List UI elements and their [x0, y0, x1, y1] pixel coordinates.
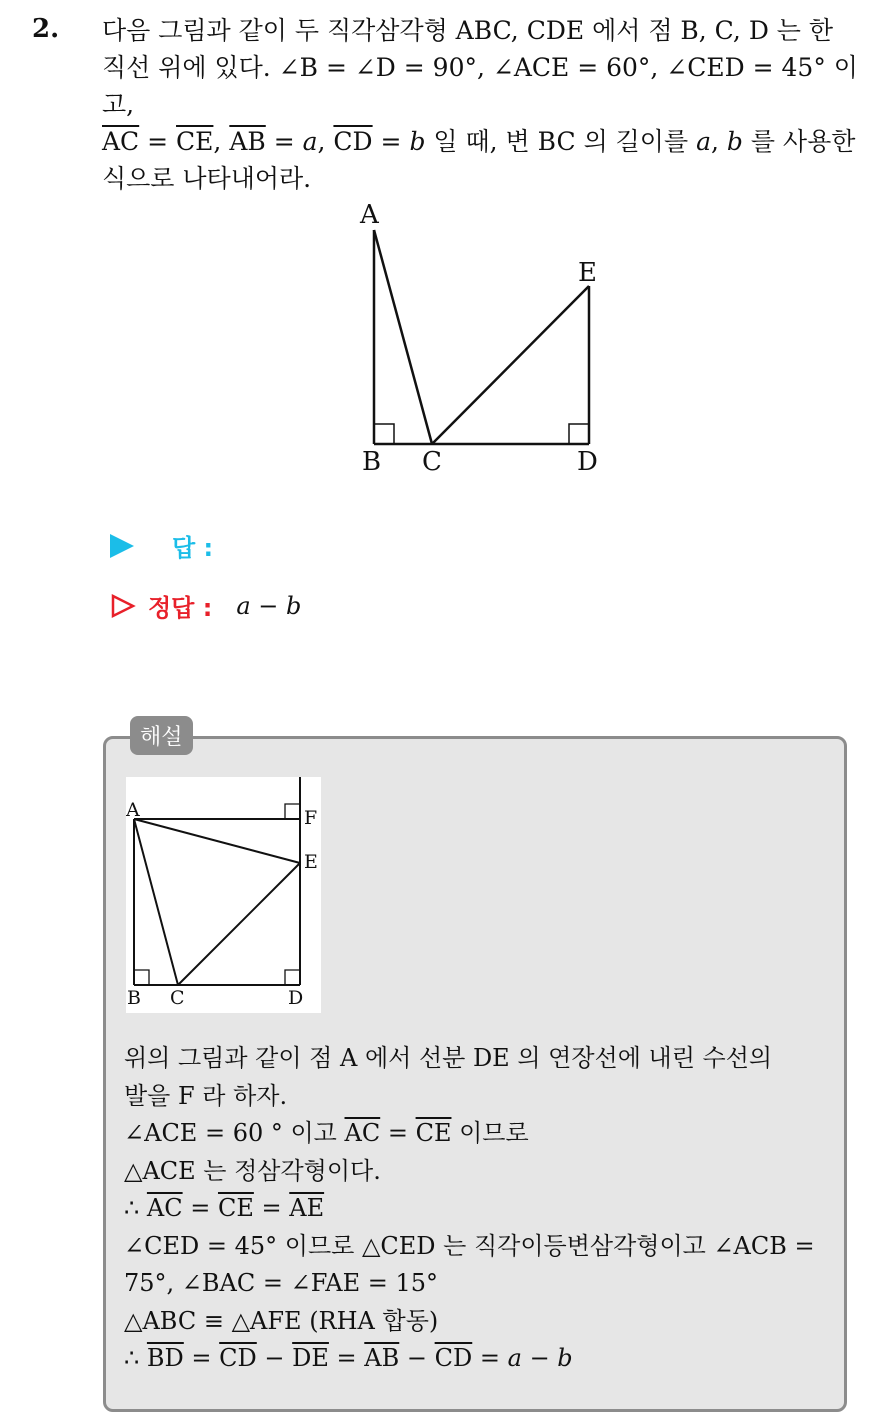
correct-label: 정답 : — [148, 594, 213, 622]
label-b: B — [362, 447, 382, 477]
seg-ae — [134, 819, 300, 863]
solution-line-2: 발을 F 라 하자. — [124, 1081, 288, 1110]
answer-row — [110, 528, 213, 563]
seg-ac — [134, 819, 178, 985]
correct-value: a − b — [236, 591, 302, 620]
problem-line-1: 다음 그림과 같이 두 직각삼각형 ABC, CDE 에서 점 B, C, D 는 한 — [102, 16, 834, 45]
label2-b: B — [127, 987, 141, 1009]
right-angle-f — [285, 804, 300, 819]
solution-line-3: ∠ACE = 60 ° 이고 $\overline{AC} = \overline{CE}$ 이므로 — [124, 1119, 529, 1147]
label2-c: C — [170, 987, 185, 1009]
solution-line-6: ∠CED = 45° 이므로 △CED 는 직각이등변삼각형이고 ∠ACB = — [124, 1231, 815, 1260]
solution-line-9: ∴ $\overline{BD} = \overline{CD} - \overline{DE} = \overline{AB} - \overline{CD} = a - b$ — [124, 1344, 573, 1372]
play-triangle-icon — [110, 534, 134, 558]
solution-line-4: △ACE 는 정삼각형이다. — [124, 1156, 381, 1185]
solution-line-1: 위의 그림과 같이 점 A 에서 선분 DE 의 연장선에 내린 수선의 — [124, 1044, 773, 1072]
label2-f: F — [304, 807, 318, 829]
correct-answer-row — [110, 588, 301, 623]
label2-a: A — [126, 799, 140, 821]
solution-line-5: ∴ $\overline{AC} = \overline{CE} = \overline{AE}$ — [124, 1194, 325, 1222]
segment-ce — [432, 286, 589, 444]
label-d: D — [577, 447, 598, 477]
seg-ce — [178, 863, 300, 985]
problem-text — [102, 12, 862, 197]
solution-figure — [126, 777, 321, 1013]
problem-line-3: $\overline{AC} = \overline{CE}$, $\overline{AB} = a$, $\overline{CD} = b$ 일 때, 변 BC 의 길이를 a, b 를 사용한 — [102, 127, 856, 156]
problem-figure — [340, 192, 620, 482]
right-angle-b — [374, 424, 394, 444]
right-angle-b2 — [134, 970, 149, 985]
solution-tag: 해설 — [130, 716, 193, 755]
right-angle-d2 — [285, 970, 300, 985]
segment-ac — [374, 230, 432, 444]
label2-d: D — [288, 987, 304, 1009]
label-e: E — [578, 258, 597, 288]
problem-line-4: 식으로 나타내어라. — [102, 164, 312, 193]
answer-label: 답 : — [172, 534, 214, 562]
label-a: A — [360, 200, 379, 230]
solution-line-8: △ABC ≡ △AFE (RHA 합동) — [124, 1306, 439, 1335]
solution-line-7: 75°, ∠BAC = ∠FAE = 15° — [124, 1269, 439, 1297]
problem-line-2: 직선 위에 있다. ∠B = ∠D = 90°, ∠ACE = 60°, ∠CED = 45° 이고, — [102, 53, 858, 119]
label2-e: E — [304, 851, 318, 873]
outline-triangle-icon — [110, 593, 136, 619]
right-angle-d — [569, 424, 589, 444]
solution-text — [124, 1040, 828, 1378]
label-c: C — [422, 447, 442, 477]
question-number: 2. — [32, 14, 60, 44]
